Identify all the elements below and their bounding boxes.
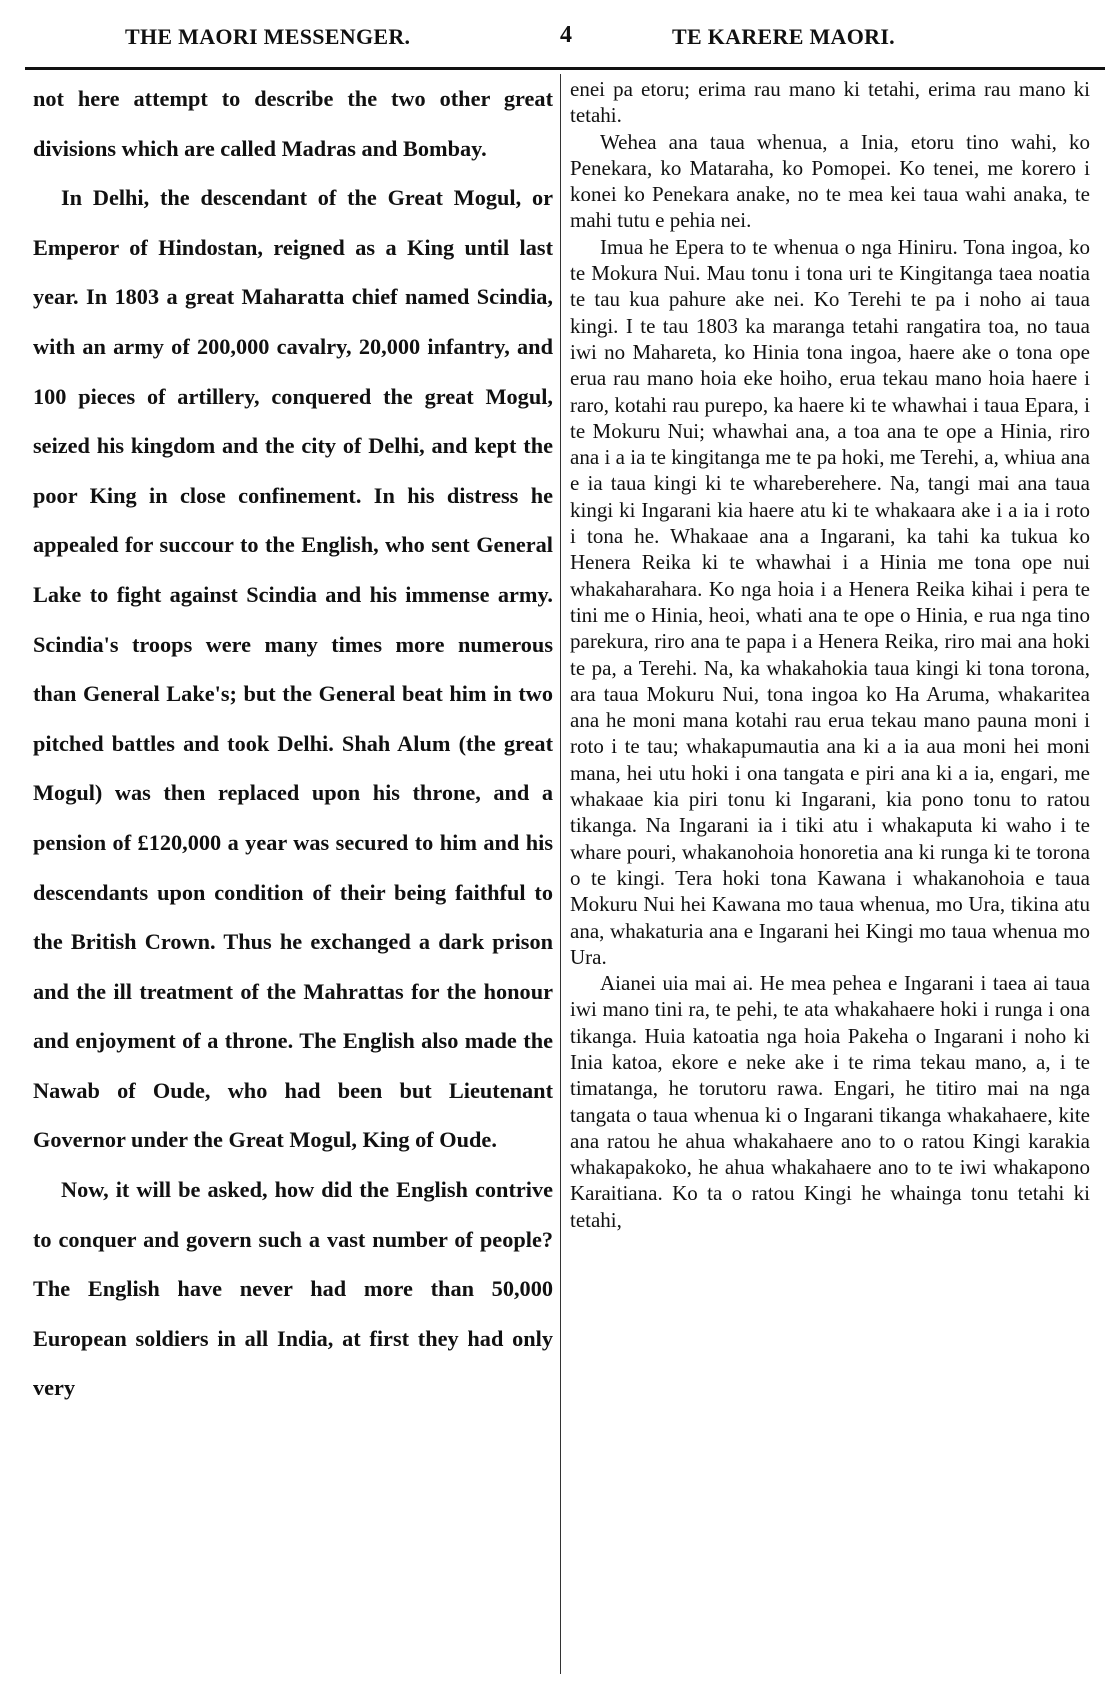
- maori-paragraph: Imua he Epera to te whenua o nga Hiniru. Tona ingoa, ko te Mokura Nui. Mau tonu i tona uri te Kingitanga taea noatia te tau kua pahure ake nei. Ko Terehi te pa i noho ai taua kingi. I te tau 1803 ka maranga tetahi rangatira toa, no taua iwi no Mahareta, ko Hinia tona ingoa, haere ake o tona ope erua rau mano hoia eke hoiho, erua tekau mano hoia haere i raro, kotahi rau purepo, ka haere ki te whawhai i taua Epara, i te Mokuru Nui; whawhai ana, a toa ana te ope a Hinia, riro ana i a ia te kingitanga me te pa hoki, me Terehi, a, whiua ana e ia taua kingi ki te whareberehere. Na, tangi mai ana taua kingi ki Ingarani kia haere atu ki te whakaara ake i a ia i roto i tona he. Whakaae ana a Ingarani, ka tahi ka tukua ko Henera Reika ki te whawhai i a Hinia me tona ope nui whakaharahara. Ko nga hoia i a Henera Reika kihai i pera te tini me o Hinia, heoi, whati ana te ope o Hinia, e rua nga tino parekura, riro ana te papa i a Henera Reika, riro mai ana hoki te pa, a Terehi. Na, ka whakahokia taua kingi ki tona torona, ara taua Mokuru Nui, tona ingoa ko Ha Aruma, whakaritea ana he moni mana kotahi rau erua tekau mano pauna moni i roto i te tau; whakapumautia ana ki a ia aua moni hei moni mana, hei utu hoki i ona tangata e piri ana ki a ia, engari, me whakaae kia piri tonu ki Ingarani, kia pono tonu to ratou tikanga. Na Ingarani ia i tiki atu i whakaputa ki waho i te whare pouri, whakanohoia honoretia ana ki runga ki te torona o te kingi. Tera hoki tona Kawana i whakanohoia e taua Mokuru Nui hei Kawana mo taua whenua, mo Ura, tikina atu ana, whakaturia ana e Ingarani hei Kingi mo taua whenua mo Ura.: [570, 234, 1090, 969]
- maori-paragraph: enei pa etoru; erima rau mano ki tetahi, erima rau mano ki tetahi.: [570, 77, 1090, 128]
- page-header: [0, 18, 1114, 58]
- maori-masthead-title: TE KARERE MAORI.: [672, 24, 895, 49]
- english-paragraph: Now, it will be asked, how did the English contrive to conquer and govern such a vast number of people? The English have never had more than 50,000 European soldiers in all India, at first they had only very: [33, 1177, 553, 1401]
- english-paragraph: not here attempt to describe the two other great divisions which are called Madras and Bombay.: [33, 86, 553, 161]
- english-masthead-title: THE MAORI MESSENGER.: [125, 24, 411, 49]
- maori-column: [570, 76, 1090, 1233]
- english-paragraph: In Delhi, the descendant of the Great Mogul, or Emperor of Hindostan, reigned as a King until last year. In 1803 a great Maharatta chief named Scindia, with an army of 200,000 cavalry, 20,000 infantry, and 100 pieces of artillery, conquered the great Mogul, seized his kingdom and the city of Delhi, and kept the poor King in close confinement. In his distress he appealed for succour to the English, who sent General Lake to fight against Scindia and his immense army. Scindia's troops were many times more numerous than General Lake's; but the General beat him in two pitched battles and took Delhi. Shah Alum (the great Mogul) was then replaced upon his throne, and a pension of £120,000 a year was secured to him and his descendants upon condition of their being faithful to the British Crown. Thus he exchanged a dark prison and the ill treatment of the Mahrattas for the honour and enjoyment of a throne. The English also made the Nawab of Oude, who had been but Lieutenant Governor under the Great Mogul, King of Oude.: [33, 185, 553, 1153]
- maori-paragraph: Aianei uia mai ai. He mea pehea e Ingarani i taea ai taua iwi mano tini ra, te pehi, te ata whakahaere hoki i runga i ona tikanga. Huia katoatia nga hoia Pakeha o Ingarani i noho ki Inia katoa, ekore e neke ake i te rima tekau mano, a, i te timatanga, he torutoru rawa. Engari, he titiro mai na nga tangata o taua whenua ki o Ingarani tikanga whakahaere, kite ana ratou he ahua whakahaere ano to o ratou Kingi karakia whakapakoko, he ahua whakahaere ano to te iwi whakapono Karaitiana. Ko ta o ratou Kingi he whainga tonu tetahi ki tetahi,: [570, 971, 1090, 1232]
- maori-paragraph: Wehea ana taua whenua, a Inia, etoru tino wahi, ko Penekara, ko Mataraha, ko Pomopei. Ko tenei, me korero i konei ko Penekara anake, no te mea kei taua wahi anaka, te mahi tutu e pehia nei.: [570, 129, 1090, 233]
- column-divider: [560, 74, 561, 1674]
- header-rule: [25, 67, 1105, 70]
- english-column: [33, 74, 553, 1413]
- page-number: 4: [560, 22, 573, 48]
